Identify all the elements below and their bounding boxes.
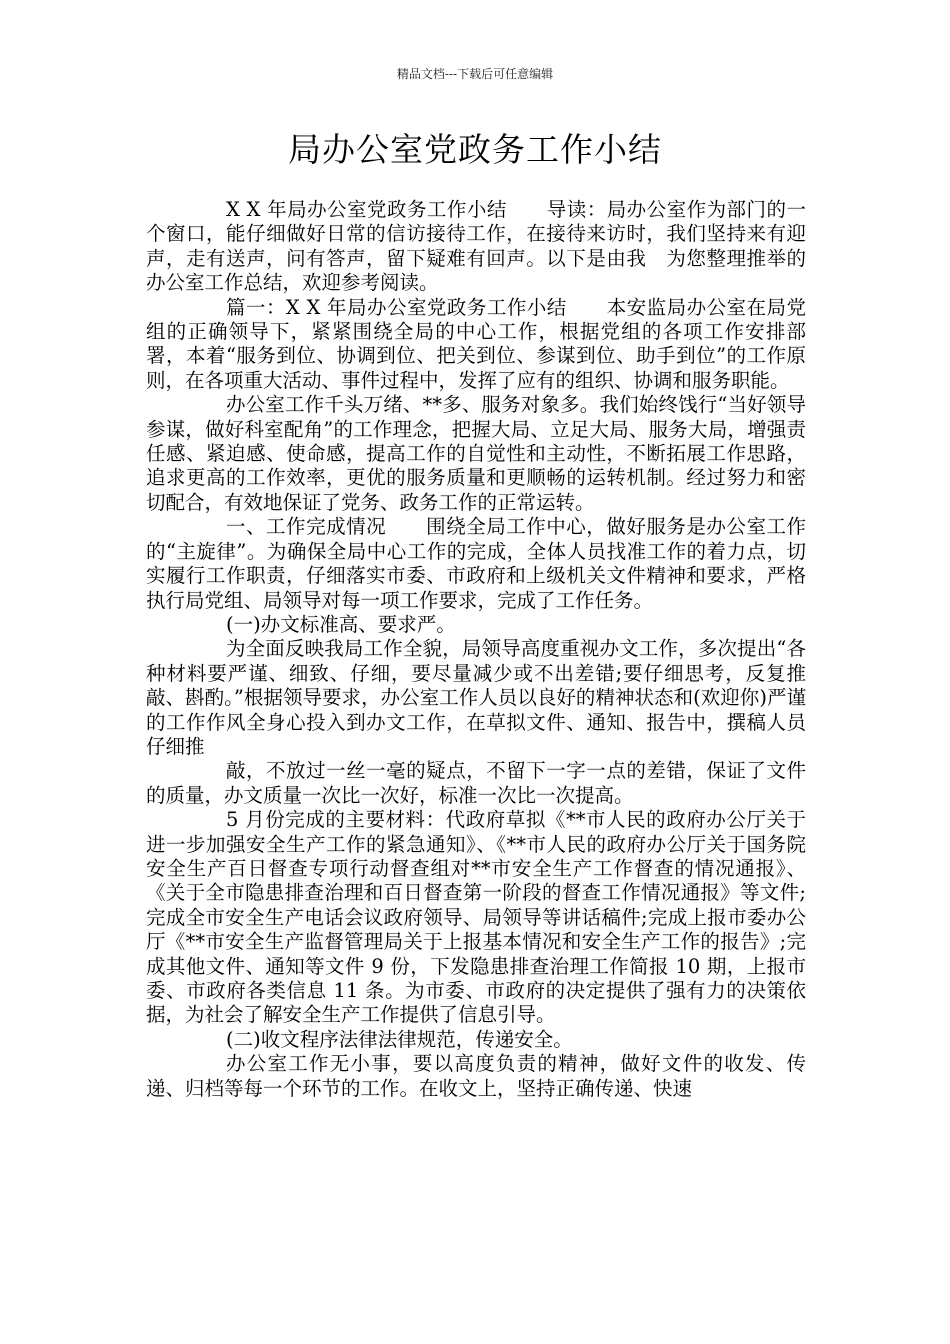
header-note: 精品文档---下载后可任意编辑 [396, 67, 554, 81]
paragraph-may-materials: 5 月份完成的主要材料：代政府草拟《**市人民的政府办公厅关于进一步加强安全生产工作的紧急通知》、《**市人民的政府办公厅关于国务院安全生产百日督查专项行动督查组对**市安全生产工作督查的情况通报》、《关于全市隐患排查治理和百日督查第一阶段的督查工作情况通报》等文件;完成全市安全生产电话会议政府领导、局领导等讲话稿件;完成上报市委办公厅《**市安全生产监督管理局关于上报基本情况和安全生产工作的报告》;完成其他文件、通知等文件 9 份，下发隐患排查治理工作简报 10 期，上报市委、市政府各类信息 11 条。为市委、市政府的决定提供了强有力的决策依据，为社会了解安全生产工作提供了信息引导。 [146, 808, 806, 1027]
paragraph-intro: X X 年局办公室党政务工作小结 导读：局办公室作为部门的一个窗口，能仔细做好日常的信访接待工作，在接待来访时，我们坚持来有迎声，走有送声，问有答声，留下疑难有回声。以下是由我 为您整理推举的办公室工作总结，欢迎参考阅读。 [146, 198, 806, 295]
page-title: 局办公室党政务工作小结 [288, 130, 662, 169]
paragraph-receiving-work: 办公室工作无小事，要以高度负责的精神，做好文件的收发、传递、归档等每一个环节的工作。在收文上，坚持正确传递、快速 [146, 1052, 806, 1100]
subheading-document-standards: (一)办文标准高、要求严。 [226, 612, 456, 636]
paragraph-office-work: 办公室工作千头万绪、**多、服务对象多。我们始终饯行“当好领导参谋，做好科室配角”的工作理念，把握大局、立足大局、服务大局，增强责任感、紧迫感、使命感，提高工作的自觉性和主动性，不断拓展工作思路，追求更高的工作效率，更优的服务质量和更顺畅的运转机制。经过努力和密切配合，有效地保证了党务、政务工作的正常运转。 [146, 393, 806, 514]
paragraph-section-one: 一、工作完成情况 围绕全局工作中心，做好服务是办公室工作的“主旋律”。为确保全局中心工作的完成，全体人员找准工作的着力点，切实履行工作职责，仔细落实市委、市政府和上级机关文件精神和要求，严格执行局党组、局领导对每一项工作要求，完成了工作任务。 [146, 515, 806, 612]
paragraph-document-work: 为全面反映我局工作全貌，局领导高度重视办文工作，多次提出“各种材料要严谨、细致、仔细，要尽量减少或不出差错;要仔细思考，反复推敲、斟酌。”根据领导要求，办公室工作人员以良好的精神状态和(欢迎你)严谨的工作作风全身心投入到办文工作，在草拟文件、通知、报告中，撰稿人员仔细推 [146, 637, 806, 758]
paragraph-part-one: 篇一：X X 年局办公室党政务工作小结 本安监局办公室在局党组的正确领导下，紧紧围绕全局的中心工作，根据党组的各项工作安排部署，本着“服务到位、协调到位、把关到位、参谋到位、助手到位”的工作原则，在各项重大活动、事件过程中，发挥了应有的组织、协调和服务职能。 [146, 295, 806, 392]
subheading-receiving-documents: (二)收文程序法律法律规范，传递安全。 [226, 1027, 573, 1051]
paragraph-document-quality: 敲，不放过一丝一毫的疑点，不留下一字一点的差错，保证了文件的质量，办文质量一次比一次好，标准一次比一次提高。 [146, 759, 806, 807]
document-body [146, 198, 806, 1101]
